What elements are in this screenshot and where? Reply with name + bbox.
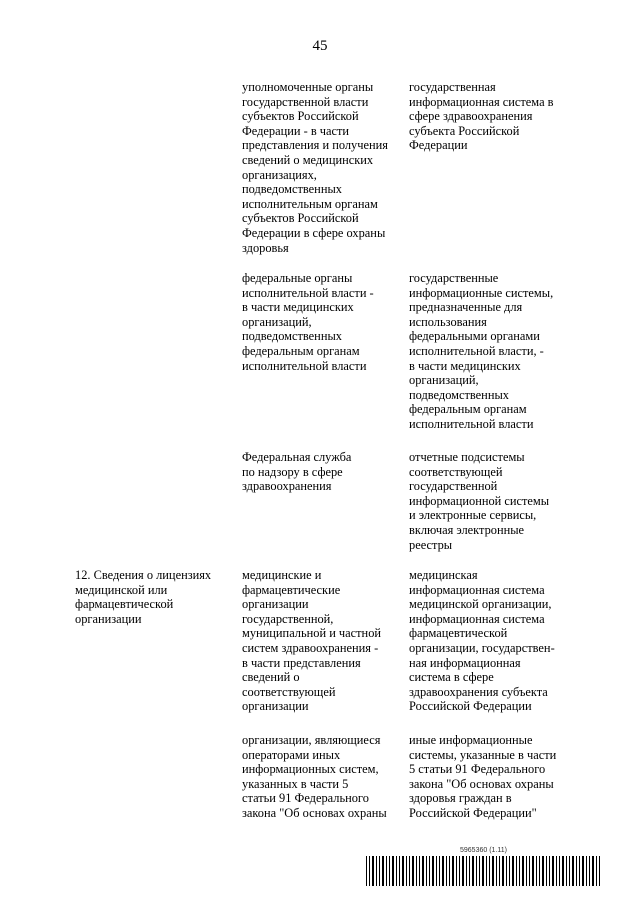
page-number: 45: [312, 38, 328, 54]
table-cell-system: медицинская информационная система медицинской организации, информационная система фармацевтической организации, государствен- ная информационная система в сфере здравоохранения субъекта Российской Федерации: [409, 568, 555, 714]
table-cell-system: отчетные подсистемы соответствующей государственной информационной системы и электронные сервисы, включая электронные реестры: [409, 450, 550, 552]
barcode-icon: [366, 856, 606, 886]
table-cell-system: иные информационные системы, указанные в части 5 статьи 91 Федерального закона "Об основах охраны здоровья граждан в Российской Федерации": [409, 733, 557, 820]
table-cell-system: государственные информационные системы, предназначенные для использования федеральными органами исполнительной власти, - в части медицинских организаций, подведомственных федеральным органам исполнительной власти: [409, 271, 554, 431]
table-cell-provider: организации, являющиеся операторами иных информационных систем, указанных в части 5 статьи 91 Федерального закона "Об основах охраны: [242, 733, 387, 820]
document-id: 5965360 (1.11): [460, 847, 507, 854]
table-cell-info-type: 12. Сведения о лицензиях медицинской или фармацевтической организации: [75, 568, 212, 626]
table-cell-system: государственная информационная система в сфере здравоохранения субъекта Российской Федерации: [409, 80, 554, 153]
table-cell-provider: федеральные органы исполнительной власти - в части медицинских организаций, подведомственных федеральным органам исполнительной власти: [242, 271, 374, 373]
table-cell-provider: медицинские и фармацевтические организации государственной, муниципальной и частной систем здравоохранения - в части представления сведений о соответствующей организации: [242, 568, 382, 714]
table-cell-provider: Федеральная служба по надзору в сфере здравоохранения: [242, 450, 352, 494]
table-cell-provider: уполномоченные органы государственной власти субъектов Российской Федерации - в части представления и получения сведений о медицинских организациях, подведомственных исполнительным органам субъектов Российской Федерации в сфере охраны здоровья: [242, 80, 388, 255]
